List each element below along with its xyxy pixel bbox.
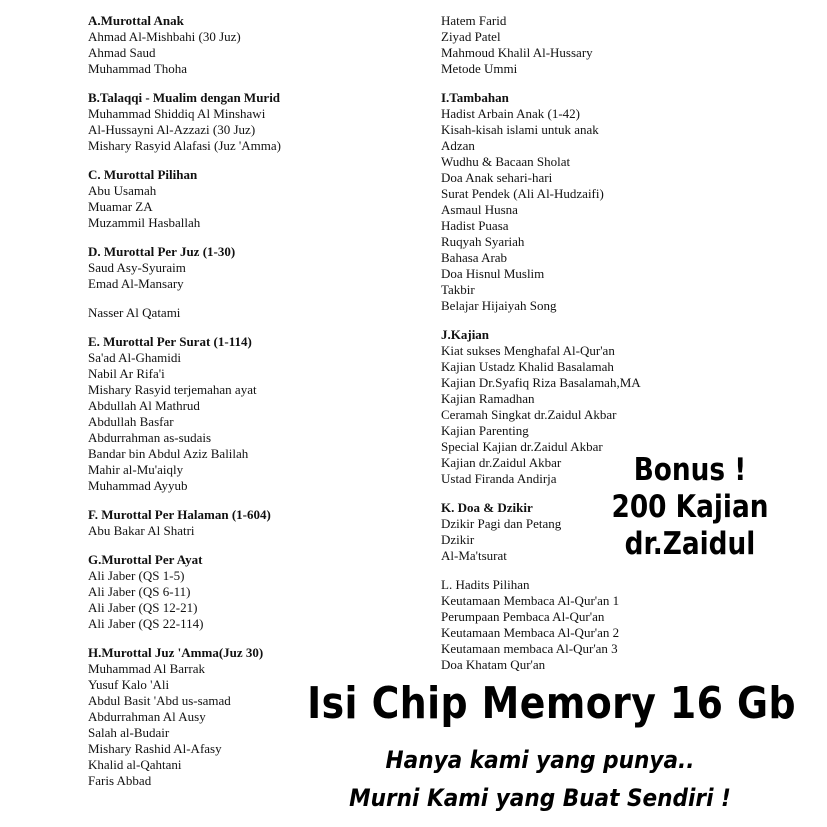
list-item: Asmaul Husna bbox=[441, 202, 518, 217]
list-item: Ceramah Singkat dr.Zaidul Akbar bbox=[441, 407, 617, 422]
list-item: Ali Jaber (QS 12-21) bbox=[88, 600, 198, 615]
list-item: Keutamaan Membaca Al-Qur'an 1 bbox=[441, 593, 620, 608]
list-item: Faris Abbad bbox=[88, 773, 152, 788]
section-heading: H.Murottal Juz 'Amma(Juz 30) bbox=[88, 645, 264, 660]
list-item: Khalid al-Qahtani bbox=[88, 757, 182, 772]
right-column bbox=[441, 13, 701, 686]
list-item: Muhammad Thoha bbox=[88, 61, 188, 76]
section-heading: A.Murottal Anak bbox=[88, 13, 184, 28]
section-heading: F. Murottal Per Halaman (1-604) bbox=[88, 507, 271, 522]
list-item: Al-Ma'tsurat bbox=[441, 548, 507, 563]
list-item: Ali Jaber (QS 1-5) bbox=[88, 568, 185, 583]
section bbox=[441, 13, 701, 77]
list-item: Kajian Ramadhan bbox=[441, 391, 535, 406]
list-item: Bahasa Arab bbox=[441, 250, 508, 265]
list-item: Kajian Ustadz Khalid Basalamah bbox=[441, 359, 614, 374]
section bbox=[88, 13, 388, 77]
list-item: Nasser Al Qatami bbox=[88, 305, 181, 320]
list-item: Abdullah Basfar bbox=[88, 414, 174, 429]
list-item: Belajar Hijaiyah Song bbox=[441, 298, 557, 313]
list-item: Muhammad Al Barrak bbox=[88, 661, 205, 676]
list-item: Abdurrahman Al Ausy bbox=[88, 709, 206, 724]
list-item: Sa'ad Al-Ghamidi bbox=[88, 350, 181, 365]
list-item: Emad Al-Mansary bbox=[88, 276, 184, 291]
list-item: Ustad Firanda Andirja bbox=[441, 471, 557, 486]
list-item: Hatem Farid bbox=[441, 13, 507, 28]
list-item: Kajian Dr.Syafiq Riza Basalamah,MA bbox=[441, 375, 641, 390]
list-item: Keutamaan membaca Al-Qur'an 3 bbox=[441, 641, 618, 656]
list-item: Mahmoud Khalil Al-Hussary bbox=[441, 45, 593, 60]
section bbox=[88, 305, 388, 321]
list-item: Kajian dr.Zaidul Akbar bbox=[441, 455, 562, 470]
list-item: Ali Jaber (QS 22-114) bbox=[88, 616, 204, 631]
section-heading: L. Hadits Pilihan bbox=[441, 577, 530, 592]
section bbox=[441, 90, 701, 314]
list-item: Dzikir bbox=[441, 532, 475, 547]
list-item: Doa Khatam Qur'an bbox=[441, 657, 546, 672]
list-item: Al-Hussayni Al-Azzazi (30 Juz) bbox=[88, 122, 256, 137]
list-item: Mahir al-Mu'aiqly bbox=[88, 462, 184, 477]
list-item: Doa Anak sehari-hari bbox=[441, 170, 553, 185]
bonus-line: 200 Kajian bbox=[611, 489, 769, 525]
bonus-line: dr.Zaidul bbox=[624, 526, 756, 562]
section bbox=[88, 90, 388, 154]
section-heading: D. Murottal Per Juz (1-30) bbox=[88, 244, 236, 259]
section bbox=[88, 507, 388, 539]
list-item: Ali Jaber (QS 6-11) bbox=[88, 584, 191, 599]
list-item: Doa Hisnul Muslim bbox=[441, 266, 545, 281]
list-item: Takbir bbox=[441, 282, 475, 297]
section-heading: C. Murottal Pilihan bbox=[88, 167, 198, 182]
list-item: Kisah-kisah islami untuk anak bbox=[441, 122, 599, 137]
bonus-callout bbox=[601, 452, 780, 563]
list-item: Perumpaan Pembaca Al-Qur'an bbox=[441, 609, 605, 624]
list-item: Salah al-Budair bbox=[88, 725, 170, 740]
list-item: Ziyad Patel bbox=[441, 29, 501, 44]
list-item: Muzammil Hasballah bbox=[88, 215, 201, 230]
list-item: Muhammad Shiddiq Al Minshawi bbox=[88, 106, 266, 121]
list-item: Yusuf Kalo 'Ali bbox=[88, 677, 170, 692]
list-item: Metode Ummi bbox=[441, 61, 518, 76]
list-item: Dzikir Pagi dan Petang bbox=[441, 516, 562, 531]
section bbox=[88, 244, 388, 292]
list-item: Abu Usamah bbox=[88, 183, 157, 198]
list-item: Hadist Arbain Anak (1-42) bbox=[441, 106, 581, 121]
section-heading: K. Doa & Dzikir bbox=[441, 500, 533, 515]
section bbox=[88, 334, 388, 494]
list-item: Wudhu & Bacaan Sholat bbox=[441, 154, 571, 169]
list-item: Special Kajian dr.Zaidul Akbar bbox=[441, 439, 603, 454]
list-item: Mishary Rashid Al-Afasy bbox=[88, 741, 222, 756]
promo-title: Isi Chip Memory 16 Gb bbox=[307, 678, 797, 729]
list-item: Ruqyah Syariah bbox=[441, 234, 525, 249]
list-item: Kajian Parenting bbox=[441, 423, 529, 438]
list-item: Abdullah Al Mathrud bbox=[88, 398, 200, 413]
list-item: Abu Bakar Al Shatri bbox=[88, 523, 195, 538]
list-item: Keutamaan Membaca Al-Qur'an 2 bbox=[441, 625, 620, 640]
list-item: Kiat sukses Menghafal Al-Qur'an bbox=[441, 343, 615, 358]
list-item: Mishary Rasyid Alafasi (Juz 'Amma) bbox=[88, 138, 281, 153]
section-heading: B.Talaqqi - Mualim dengan Murid bbox=[88, 90, 281, 105]
section-heading: G.Murottal Per Ayat bbox=[88, 552, 203, 567]
list-item: Hadist Puasa bbox=[441, 218, 509, 233]
section bbox=[88, 552, 388, 632]
promo-subtitle: Murni Kami yang Buat Sendiri ! bbox=[349, 784, 731, 812]
list-item: Abdurrahman as-sudais bbox=[88, 430, 212, 445]
list-item: Ahmad Saud bbox=[88, 45, 156, 60]
list-item: Bandar bin Abdul Aziz Balilah bbox=[88, 446, 249, 461]
section bbox=[441, 577, 701, 673]
promo-subtitle: Hanya kami yang punya.. bbox=[385, 746, 695, 774]
list-item: Saud Asy-Syuraim bbox=[88, 260, 186, 275]
list-item: Adzan bbox=[441, 138, 475, 153]
section bbox=[88, 167, 388, 231]
section-heading: I.Tambahan bbox=[441, 90, 509, 105]
list-item: Mishary Rasyid terjemahan ayat bbox=[88, 382, 257, 397]
list-item: Muhammad Ayyub bbox=[88, 478, 188, 493]
list-item: Ahmad Al-Mishbahi (30 Juz) bbox=[88, 29, 241, 44]
list-item: Surat Pendek (Ali Al-Hudzaifi) bbox=[441, 186, 604, 201]
section-heading: J.Kajian bbox=[441, 327, 490, 342]
list-item: Abdul Basit 'Abd us-samad bbox=[88, 693, 231, 708]
list-item: Muamar ZA bbox=[88, 199, 153, 214]
bonus-line: Bonus ! bbox=[633, 452, 747, 488]
section-heading: E. Murottal Per Surat (1-114) bbox=[88, 334, 252, 349]
list-item: Nabil Ar Rifa'i bbox=[88, 366, 165, 381]
